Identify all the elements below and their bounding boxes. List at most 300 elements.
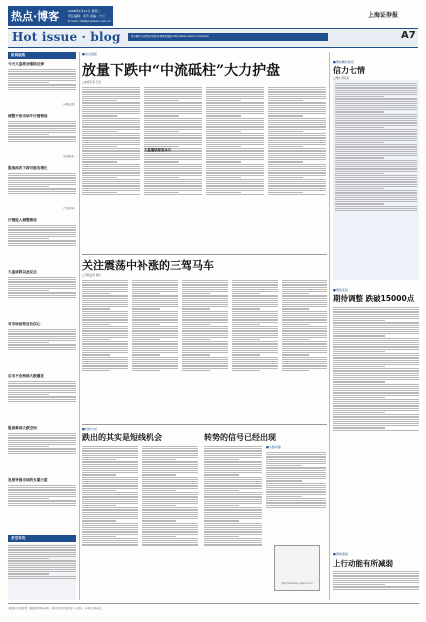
text-line-placeholder xyxy=(206,194,264,195)
text-line-placeholder xyxy=(8,82,49,83)
text-line-placeholder xyxy=(144,168,202,169)
text-line-placeholder xyxy=(144,94,202,95)
text-line-placeholder xyxy=(82,155,140,156)
text-line-placeholder xyxy=(132,293,160,294)
text-line-placeholder xyxy=(335,184,417,185)
text-line-placeholder xyxy=(266,507,326,508)
text-line-placeholder xyxy=(82,133,140,134)
text-line-placeholder xyxy=(142,512,198,513)
text-line-placeholder xyxy=(142,472,198,473)
text-line-placeholder xyxy=(266,459,326,460)
left-item-title: 发展导强市场的长期力度 xyxy=(8,478,48,482)
lead-headline: 放量下跌中“中流砥柱”大力护盘 xyxy=(82,63,281,79)
text-line-placeholder xyxy=(82,481,138,482)
left-item-title: 今天大盘将会继续反弹 xyxy=(8,62,44,66)
text-line-placeholder xyxy=(335,144,417,145)
text-line-placeholder xyxy=(142,531,198,532)
text-line-placeholder xyxy=(266,463,326,464)
text-line-placeholder xyxy=(132,317,178,318)
text-line-placeholder xyxy=(82,183,140,184)
text-line-placeholder xyxy=(82,153,140,154)
text-line-placeholder xyxy=(333,357,419,358)
text-line-placeholder xyxy=(335,87,417,88)
page-number: A7 xyxy=(401,30,416,41)
text-line-placeholder xyxy=(335,140,417,141)
text-line-placeholder xyxy=(144,126,202,127)
text-line-placeholder xyxy=(333,355,419,356)
masthead-email: E-mail: cfsl@cnstock.com.cn xyxy=(68,19,111,23)
lead-body-col2 xyxy=(144,86,202,252)
text-line-placeholder xyxy=(266,470,326,471)
text-line-placeholder xyxy=(142,494,198,495)
text-line-placeholder xyxy=(182,315,228,316)
text-line-placeholder xyxy=(232,359,278,360)
text-line-placeholder xyxy=(142,507,198,508)
text-line-placeholder xyxy=(8,141,76,142)
text-line-placeholder xyxy=(82,175,140,176)
footer-disclaimer: 本版观点仅供参考，据此操作风险自担。本版文章仅代表作者个人观点，与本报立场无关。 xyxy=(8,607,104,610)
text-line-placeholder xyxy=(132,304,178,305)
text-line-placeholder xyxy=(132,341,178,342)
text-line-placeholder xyxy=(82,341,128,342)
text-line-placeholder xyxy=(132,346,178,347)
text-line-placeholder xyxy=(144,181,202,182)
text-line-placeholder xyxy=(333,360,419,361)
text-line-placeholder xyxy=(333,399,419,400)
text-line-placeholder xyxy=(82,468,138,469)
text-line-placeholder xyxy=(333,322,419,323)
text-line-placeholder xyxy=(232,315,278,316)
text-line-placeholder xyxy=(142,459,176,460)
text-line-placeholder xyxy=(282,300,327,301)
text-line-placeholder xyxy=(333,309,419,310)
left-item-title: 后市不会持续大跌爆发 xyxy=(8,374,44,378)
text-line-placeholder xyxy=(333,586,419,587)
text-line-placeholder xyxy=(82,514,138,515)
text-line-placeholder xyxy=(82,470,138,471)
text-line-placeholder xyxy=(82,492,138,493)
text-line-placeholder xyxy=(82,479,138,480)
text-line-placeholder xyxy=(204,448,262,449)
text-line-placeholder xyxy=(268,159,326,160)
text-line-placeholder xyxy=(82,185,140,186)
text-line-placeholder xyxy=(8,279,76,280)
text-line-placeholder xyxy=(182,328,228,329)
left-more-body xyxy=(8,544,76,600)
text-line-placeholder xyxy=(142,529,198,530)
text-line-placeholder xyxy=(335,120,417,121)
text-line-placeholder xyxy=(204,464,262,465)
text-line-placeholder xyxy=(232,319,278,320)
text-line-placeholder xyxy=(8,558,49,559)
text-line-placeholder xyxy=(82,453,138,454)
text-line-placeholder xyxy=(268,164,326,165)
text-line-placeholder xyxy=(144,105,202,106)
text-line-placeholder xyxy=(204,536,239,537)
text-line-placeholder xyxy=(282,282,327,283)
text-line-placeholder xyxy=(8,78,76,79)
text-line-placeholder xyxy=(82,339,110,340)
text-line-placeholder xyxy=(282,348,327,349)
text-line-placeholder xyxy=(142,538,198,539)
text-line-placeholder xyxy=(266,452,326,453)
text-line-placeholder xyxy=(333,412,385,413)
text-line-placeholder xyxy=(204,472,262,473)
text-line-placeholder xyxy=(204,531,262,532)
text-line-placeholder xyxy=(142,509,198,510)
text-line-placeholder xyxy=(144,172,202,173)
second-top-rule xyxy=(82,254,327,255)
text-line-placeholder xyxy=(206,135,264,136)
text-line-placeholder xyxy=(333,571,419,572)
text-line-placeholder xyxy=(82,313,128,314)
text-line-placeholder xyxy=(8,173,76,174)
text-line-placeholder xyxy=(204,490,239,491)
text-line-placeholder xyxy=(142,453,198,454)
text-line-placeholder xyxy=(266,505,326,506)
text-line-placeholder xyxy=(144,131,179,132)
text-line-placeholder xyxy=(182,368,228,369)
text-line-placeholder xyxy=(282,357,327,358)
text-line-placeholder xyxy=(232,341,278,342)
text-line-placeholder xyxy=(204,485,262,486)
text-line-placeholder xyxy=(142,448,198,449)
text-line-placeholder xyxy=(333,318,419,319)
text-line-placeholder xyxy=(8,134,49,135)
text-line-placeholder xyxy=(232,350,278,351)
text-line-placeholder xyxy=(268,150,326,151)
text-line-placeholder xyxy=(333,333,419,334)
text-line-placeholder xyxy=(82,146,117,147)
text-line-placeholder xyxy=(204,468,262,469)
text-line-placeholder xyxy=(182,311,228,312)
text-line-placeholder xyxy=(232,343,278,344)
text-line-placeholder xyxy=(82,494,138,495)
left-more-header-label: 多空对决 xyxy=(11,536,26,540)
text-line-placeholder xyxy=(268,142,326,143)
text-line-placeholder xyxy=(82,505,116,506)
text-line-placeholder xyxy=(82,446,138,447)
text-line-placeholder xyxy=(333,381,385,382)
text-line-placeholder xyxy=(335,109,417,110)
text-line-placeholder xyxy=(268,98,326,99)
text-line-placeholder xyxy=(232,335,278,336)
text-line-placeholder xyxy=(82,109,140,110)
text-line-placeholder xyxy=(144,140,202,141)
text-line-placeholder xyxy=(144,170,202,171)
text-line-placeholder xyxy=(82,317,128,318)
bottom-left-body-col1 xyxy=(82,445,138,597)
text-line-placeholder xyxy=(232,322,278,323)
text-line-placeholder xyxy=(144,142,202,143)
text-line-placeholder xyxy=(204,446,262,447)
text-line-placeholder xyxy=(206,140,264,141)
text-line-placeholder xyxy=(8,571,76,572)
text-line-placeholder xyxy=(335,206,417,207)
left-item-body xyxy=(8,68,76,102)
text-line-placeholder xyxy=(144,115,179,116)
text-line-placeholder xyxy=(232,339,260,340)
text-line-placeholder xyxy=(335,173,384,174)
text-line-placeholder xyxy=(268,146,303,147)
text-line-placeholder xyxy=(182,293,210,294)
text-line-placeholder xyxy=(142,523,198,524)
text-line-placeholder xyxy=(142,499,198,500)
text-line-placeholder xyxy=(82,289,128,290)
text-line-placeholder xyxy=(82,306,128,307)
text-line-placeholder xyxy=(8,76,76,77)
second-body-col1 xyxy=(82,279,128,419)
text-line-placeholder xyxy=(204,461,262,462)
text-line-placeholder xyxy=(206,190,264,191)
right-title-3: 上行动能有所减弱 xyxy=(333,559,393,568)
text-line-placeholder xyxy=(333,342,419,343)
text-line-placeholder xyxy=(282,289,327,290)
text-line-placeholder xyxy=(82,544,138,545)
text-line-placeholder xyxy=(82,520,116,521)
text-line-placeholder xyxy=(142,525,198,526)
text-line-placeholder xyxy=(132,298,178,299)
text-line-placeholder xyxy=(182,308,210,309)
text-line-placeholder xyxy=(82,348,128,349)
text-line-placeholder xyxy=(335,149,417,150)
text-line-placeholder xyxy=(144,111,202,112)
text-line-placeholder xyxy=(204,525,262,526)
text-line-placeholder xyxy=(144,161,179,162)
text-line-placeholder xyxy=(142,490,176,491)
text-line-placeholder xyxy=(232,352,278,353)
text-line-placeholder xyxy=(266,489,326,490)
text-line-placeholder xyxy=(82,140,140,141)
text-line-placeholder xyxy=(8,549,76,550)
text-line-placeholder xyxy=(266,491,326,492)
text-line-placeholder xyxy=(82,166,140,167)
text-line-placeholder xyxy=(82,89,140,90)
left-column-item xyxy=(8,478,76,518)
text-line-placeholder xyxy=(142,505,176,506)
text-line-placeholder xyxy=(142,468,198,469)
text-line-placeholder xyxy=(266,496,302,497)
text-line-placeholder xyxy=(82,168,140,169)
text-line-placeholder xyxy=(333,320,385,321)
text-line-placeholder xyxy=(333,414,419,415)
text-line-placeholder xyxy=(8,182,76,183)
text-line-placeholder xyxy=(142,488,198,489)
text-line-placeholder xyxy=(282,322,327,323)
text-line-placeholder xyxy=(282,337,327,338)
text-line-placeholder xyxy=(335,181,417,182)
left-column xyxy=(8,52,76,600)
left-item-body xyxy=(8,120,76,154)
text-line-placeholder xyxy=(82,107,140,108)
text-line-placeholder xyxy=(335,116,417,117)
text-line-placeholder xyxy=(142,466,198,467)
text-line-placeholder xyxy=(82,459,116,460)
text-line-placeholder xyxy=(282,335,327,336)
text-line-placeholder xyxy=(333,366,385,367)
text-line-placeholder xyxy=(204,520,239,521)
text-line-placeholder xyxy=(8,245,76,246)
text-line-placeholder xyxy=(142,474,176,475)
text-line-placeholder xyxy=(206,122,264,123)
text-line-placeholder xyxy=(144,120,202,121)
text-line-placeholder xyxy=(8,569,76,570)
text-line-placeholder xyxy=(204,494,262,495)
right-title-1: 信力七情 xyxy=(333,66,365,75)
text-line-placeholder xyxy=(268,133,326,134)
text-line-placeholder xyxy=(82,118,140,119)
text-line-placeholder xyxy=(333,340,419,341)
text-line-placeholder xyxy=(232,308,260,309)
text-line-placeholder xyxy=(282,354,309,355)
text-line-placeholder xyxy=(182,287,228,288)
text-line-placeholder xyxy=(335,98,417,99)
text-line-placeholder xyxy=(333,584,385,585)
left-column-item xyxy=(8,218,76,258)
text-line-placeholder xyxy=(132,315,178,316)
text-line-placeholder xyxy=(8,80,76,81)
text-line-placeholder xyxy=(333,578,419,579)
text-line-placeholder xyxy=(268,183,326,184)
text-line-placeholder xyxy=(132,352,178,353)
text-line-placeholder xyxy=(204,503,262,504)
text-line-placeholder xyxy=(142,542,198,543)
text-line-placeholder xyxy=(82,474,116,475)
text-line-placeholder xyxy=(333,335,385,336)
text-line-placeholder xyxy=(333,582,419,583)
text-line-placeholder xyxy=(182,363,228,364)
text-line-placeholder xyxy=(206,87,264,88)
text-line-placeholder xyxy=(266,483,326,484)
text-line-placeholder xyxy=(82,328,128,329)
text-line-placeholder xyxy=(132,361,178,362)
text-line-placeholder xyxy=(82,507,138,508)
text-line-placeholder xyxy=(232,324,260,325)
second-byline: □万联证券 刘洋 xyxy=(82,274,101,277)
text-line-placeholder xyxy=(8,489,76,490)
text-line-placeholder xyxy=(142,514,198,515)
text-line-placeholder xyxy=(8,388,76,389)
text-line-placeholder xyxy=(206,144,264,145)
left-item-author: （平安证券） xyxy=(61,207,76,210)
text-line-placeholder xyxy=(82,295,128,296)
text-line-placeholder xyxy=(144,133,202,134)
text-line-placeholder xyxy=(8,295,76,296)
text-line-placeholder xyxy=(142,479,198,480)
right-label-1: ■博客精彩推荐 xyxy=(333,60,354,64)
text-line-placeholder xyxy=(182,346,228,347)
text-line-placeholder xyxy=(333,362,419,363)
text-line-placeholder xyxy=(333,408,419,409)
text-line-placeholder xyxy=(8,442,76,443)
text-line-placeholder xyxy=(142,501,198,502)
text-line-placeholder xyxy=(8,236,76,237)
text-line-placeholder xyxy=(282,295,327,296)
text-line-placeholder xyxy=(232,365,278,366)
text-line-placeholder xyxy=(333,364,419,365)
text-line-placeholder xyxy=(232,313,278,314)
text-line-placeholder xyxy=(335,177,417,178)
text-line-placeholder xyxy=(335,164,417,165)
text-line-placeholder xyxy=(132,287,178,288)
text-line-placeholder xyxy=(266,494,326,495)
text-line-placeholder xyxy=(8,567,76,568)
right-author-1: □博友 陈某某 xyxy=(333,77,350,80)
text-line-placeholder xyxy=(82,129,140,130)
text-line-placeholder xyxy=(82,538,138,539)
text-line-placeholder xyxy=(282,306,327,307)
text-line-placeholder xyxy=(8,496,76,497)
text-line-placeholder xyxy=(82,534,138,535)
text-line-placeholder xyxy=(8,290,49,291)
text-line-placeholder xyxy=(268,135,326,136)
text-line-placeholder xyxy=(206,181,264,182)
right-body-1 xyxy=(335,82,417,278)
text-line-placeholder xyxy=(204,450,262,451)
text-line-placeholder xyxy=(282,352,327,353)
text-line-placeholder xyxy=(268,168,326,169)
text-line-placeholder xyxy=(142,461,198,462)
text-line-placeholder xyxy=(204,453,262,454)
text-line-placeholder xyxy=(335,186,417,187)
text-line-placeholder xyxy=(335,101,417,102)
text-line-placeholder xyxy=(232,302,278,303)
text-line-placeholder xyxy=(8,342,49,343)
text-line-placeholder xyxy=(8,193,76,194)
text-line-placeholder xyxy=(8,349,76,350)
text-line-placeholder xyxy=(232,361,278,362)
text-line-placeholder xyxy=(282,346,327,347)
text-line-placeholder xyxy=(8,563,76,564)
text-line-placeholder xyxy=(8,383,76,384)
left-item-body xyxy=(8,276,76,310)
text-line-placeholder xyxy=(8,333,76,334)
text-line-placeholder xyxy=(182,337,228,338)
left-column-item xyxy=(8,114,76,158)
text-line-placeholder xyxy=(282,287,327,288)
text-line-placeholder xyxy=(333,427,385,428)
text-line-placeholder xyxy=(182,282,228,283)
text-line-placeholder xyxy=(132,335,178,336)
text-line-placeholder xyxy=(333,573,419,574)
text-line-placeholder xyxy=(206,126,264,127)
web-banner-text: 更多精彩内容请见中国证券网博客频道 http://www.cnstock.com/xblog xyxy=(131,35,209,38)
text-line-placeholder xyxy=(335,129,417,130)
text-line-placeholder xyxy=(232,357,278,358)
lead-byline: □本报记者 王剑 xyxy=(82,81,101,84)
text-line-placeholder xyxy=(268,91,326,92)
text-line-placeholder xyxy=(8,390,76,391)
bottom-left-kicker: ■机构分析 xyxy=(82,427,97,431)
text-line-placeholder xyxy=(268,113,326,114)
text-line-placeholder xyxy=(335,131,417,132)
text-line-placeholder xyxy=(82,302,128,303)
text-line-placeholder xyxy=(8,440,76,441)
bottom-left-article xyxy=(82,427,200,597)
text-line-placeholder xyxy=(182,304,228,305)
text-line-placeholder xyxy=(206,142,264,143)
text-line-placeholder xyxy=(206,133,264,134)
text-line-placeholder xyxy=(333,403,419,404)
text-line-placeholder xyxy=(144,135,202,136)
text-line-placeholder xyxy=(82,135,140,136)
text-line-placeholder xyxy=(333,416,419,417)
text-line-placeholder xyxy=(333,307,419,308)
text-line-placeholder xyxy=(333,401,419,402)
text-line-placeholder xyxy=(232,284,278,285)
text-line-placeholder xyxy=(266,485,326,486)
text-line-placeholder xyxy=(333,379,419,380)
